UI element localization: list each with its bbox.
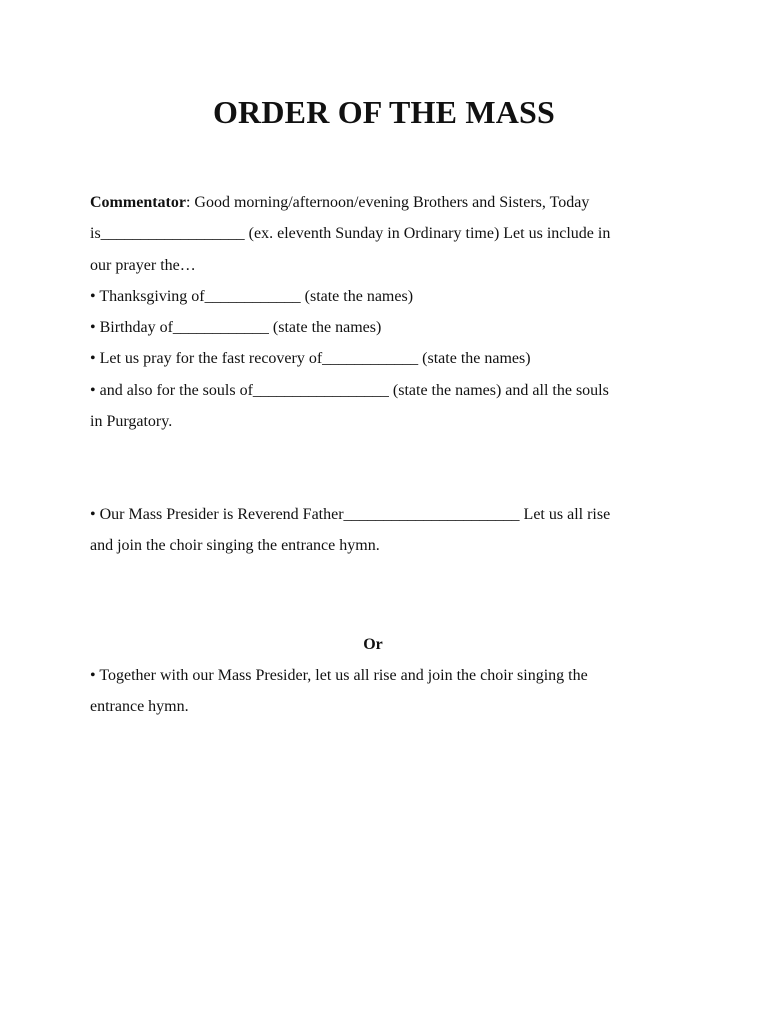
document-title: ORDER OF THE MASS xyxy=(212,94,556,130)
commentator-section xyxy=(90,187,670,437)
commentator-greeting: : Good morning/afternoon/evening Brothers and Sisters, Today xyxy=(185,194,590,211)
commentator-line-2: is__________________ (ex. eleventh Sunday in Ordinary time) Let us include in xyxy=(90,225,611,243)
together-section xyxy=(90,660,670,723)
commentator-label: Commentator xyxy=(90,194,186,211)
commentator-line-1 xyxy=(90,187,670,218)
bullet-recovery: • Let us pray for the fast recovery of____________ (state the names) xyxy=(90,350,531,368)
together-line-1: • Together with our Mass Presider, let us all rise and join the choir singing the xyxy=(90,667,588,684)
presider-line-1: • Our Mass Presider is Reverend Father______________________ Let us all rise xyxy=(90,506,611,523)
bullet-souls-line-1: • and also for the souls of_________________ (state the names) and all the souls xyxy=(90,381,609,399)
bullet-birthday: • Birthday of____________ (state the names) xyxy=(90,319,382,337)
together-line-2: entrance hymn. xyxy=(90,698,189,716)
bullet-souls-line-2: in Purgatory. xyxy=(90,413,173,431)
presider-section xyxy=(90,499,670,562)
bullet-thanksgiving: • Thanksgiving of____________ (state the names) xyxy=(90,287,414,305)
presider-line-2: and join the choir singing the entrance hymn. xyxy=(90,537,380,555)
commentator-line-3: our prayer the… xyxy=(90,256,196,274)
or-separator: Or xyxy=(363,636,383,653)
